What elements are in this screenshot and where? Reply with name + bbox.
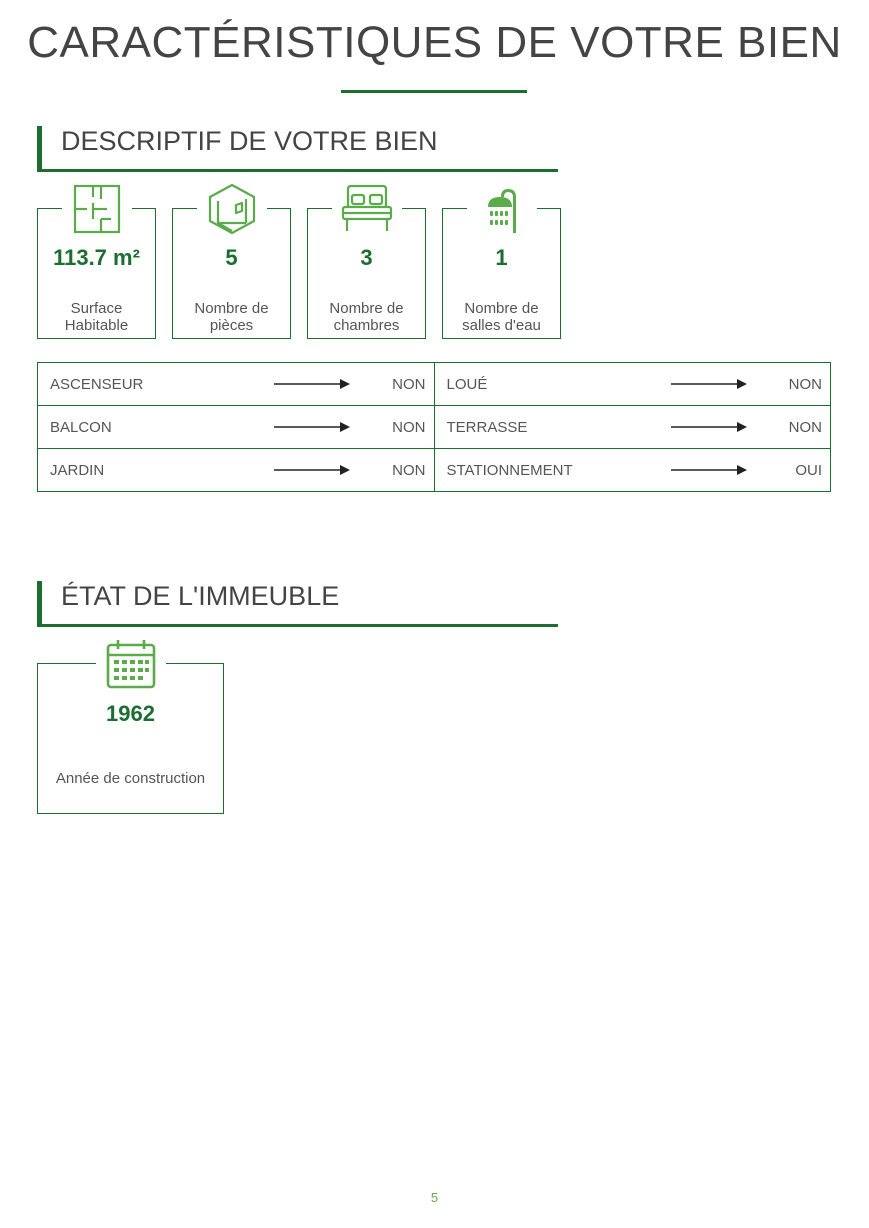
section-heading-descriptif [37, 126, 558, 172]
table-row [38, 406, 831, 449]
section-heading-immeuble [37, 581, 558, 627]
feature-cell [434, 449, 831, 492]
card-surface [37, 208, 156, 339]
feature-cell [38, 363, 435, 406]
feature-value: NON [788, 376, 822, 393]
construction-year-value: 1962 [106, 701, 155, 726]
feature-name: LOUÉ [446, 376, 488, 393]
feature-name: TERRASSE [446, 419, 528, 436]
construction-year-label: Année de construction [55, 770, 206, 787]
arrow-right-icon [274, 465, 350, 475]
feature-value: NON [788, 419, 822, 436]
feature-value: NON [392, 376, 426, 393]
shower-icon [467, 183, 537, 235]
feature-name: BALCON [50, 419, 112, 436]
feature-cell [38, 406, 435, 449]
salles-eau-label-line2: salles d'eau [462, 317, 541, 334]
arrow-right-icon [671, 465, 747, 475]
feature-name: STATIONNEMENT [446, 462, 573, 479]
table-row [38, 449, 831, 492]
chambres-label-line1: Nombre de [329, 300, 404, 317]
pieces-label-line2: pièces [209, 317, 254, 334]
features-table [37, 362, 831, 492]
arrow-right-icon [274, 379, 350, 389]
salles-eau-label-line1: Nombre de [464, 300, 539, 317]
chambres-value: 3 [360, 245, 373, 270]
arrow-right-icon [671, 422, 747, 432]
feature-cell [38, 449, 435, 492]
arrow-right-icon [274, 422, 350, 432]
card-construction-year [37, 663, 224, 814]
bed-icon [332, 183, 402, 235]
card-salles-eau [442, 208, 561, 339]
feature-name: JARDIN [50, 462, 105, 479]
page-title: CARACTÉRISTIQUES DE VOTRE BIEN [27, 18, 842, 67]
floor-plan-icon [62, 183, 132, 235]
surface-value: 113.7 m² [53, 245, 140, 270]
surface-label-line1: Surface [70, 300, 123, 317]
feature-name: ASCENSEUR [50, 376, 144, 393]
arrow-right-icon [671, 379, 747, 389]
page-number: 5 [430, 1190, 439, 1205]
section-title: DESCRIPTIF DE VOTRE BIEN [61, 126, 438, 156]
table-row [38, 363, 831, 406]
feature-cell [434, 406, 831, 449]
section-title: ÉTAT DE L'IMMEUBLE [61, 581, 340, 611]
pieces-value: 5 [225, 245, 238, 270]
surface-label-line2: Habitable [64, 317, 129, 334]
room-cube-icon [197, 183, 267, 235]
pieces-label-line1: Nombre de [194, 300, 269, 317]
calendar-icon [96, 638, 166, 690]
title-underline [341, 90, 527, 93]
feature-cell [434, 363, 831, 406]
feature-value: NON [392, 462, 426, 479]
salles-eau-value: 1 [495, 245, 508, 270]
feature-value: NON [392, 419, 426, 436]
card-pieces [172, 208, 291, 339]
feature-value: OUI [795, 462, 822, 479]
chambres-label-line2: chambres [333, 317, 400, 334]
card-chambres [307, 208, 426, 339]
